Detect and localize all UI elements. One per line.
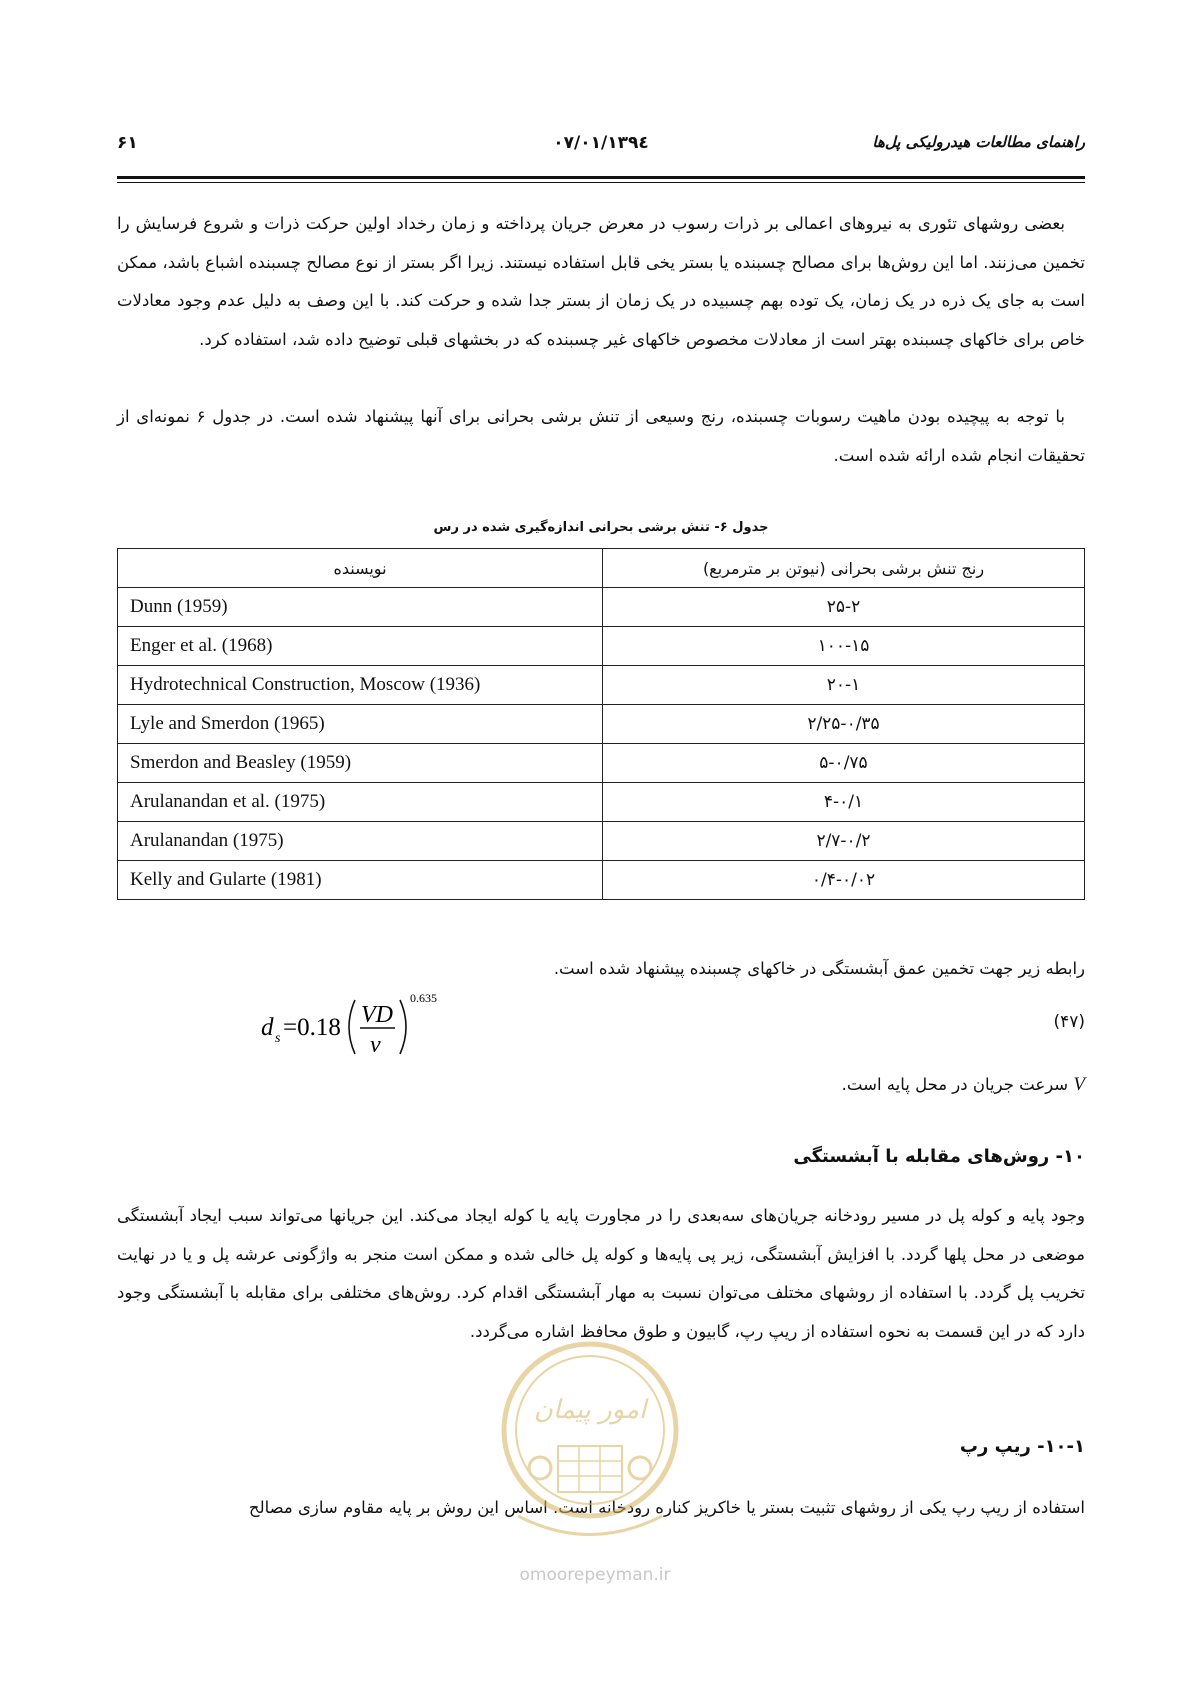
cell-range: ۰/۴-۰/۰۲ [603,861,1085,900]
formula-lhs: d [261,1014,274,1041]
column-header-range: رنج تنش برشی بحرانی (نیوتن بر مترمربع) [603,549,1085,588]
paragraph-scour-countermeasures: وجود پایه و کوله پل در مسیر رودخانه جریان‌های سه‌بعدی را در مجاورت پایه یا کوله ایجاد می‌کند. این جریانها می‌تواند سبب ایجاد آبشستگی موضعی در محل پلها گردد. با افزایش آبشستگی، زیر پی پایه‌ها و کوله پل خالی شده و ممکن است منجر به واژگونی عرشه پل و یا در نهایت تخریب پل گردد. با استفاده از روشهای مختلف می‌توان نسبت به مهار آبشستگی اقدام کرد. روش‌های مختلفی برای مقابله با آبشستگی وجود دارد که در این قسمت به نحوه استفاده از ریپ رپ، گابیون و طوق محافظ اشاره می‌گردد. [117,1206,1085,1341]
table-caption: جدول ۶- تنش برشی بحرانی اندازه‌گیری شده در رس [433,520,769,535]
table-row [118,666,1085,705]
equation-number: (۴۷) [1053,1012,1085,1032]
cell-author: Kelly and Gularte (1981) [118,861,603,900]
left-parenthesis [349,1000,355,1054]
column-header-author: نویسنده [118,549,603,588]
paragraph-riprap: استفاده از ریپ رپ یکی از روشهای تثبیت بستر یا خاکریز کناره رودخانه است. اساس این روش بر پایه مقاوم سازی مصالح [248,1498,1085,1517]
table-header-row [118,549,1085,588]
cell-author: Enger et al. (1968) [118,627,603,666]
section-heading-10-1: ۱۰-۱- ریپ رپ [959,1436,1085,1457]
table-row [118,822,1085,861]
running-header [117,133,1085,159]
table-row [118,861,1085,900]
paragraph-formula-intro: رابطه زیر جهت تخمین عمق آبشستگی در خاکهای چسبنده پیشنهاد شده است. [553,959,1085,978]
formula-denominator: ν [370,1032,381,1058]
cell-author: Dunn (1959) [118,588,603,627]
variable-v: V [1073,1074,1085,1095]
table-row [118,783,1085,822]
cell-range: ۴-۰/۱ [603,783,1085,822]
table-row [118,705,1085,744]
watermark-seal-text: امور پیمان [533,1395,647,1425]
formula-lhs-subscript: s [275,1031,281,1046]
cell-range: ۱۰۰-۱۵ [603,627,1085,666]
page-number: ۶۱ [117,133,138,153]
cell-range: ۲۰-۱ [603,666,1085,705]
table-row [118,588,1085,627]
formula-numerator: VD [361,1002,393,1028]
watermark-seal [498,1338,683,1558]
paragraph-variable-definition [117,1066,1085,1105]
section-heading-10: ۱۰- روش‌های مقابله با آبشستگی [793,1146,1085,1167]
header-rule-thick [117,176,1085,179]
header-title: راهنمای مطالعات هیدرولیکی پل‌ها [872,133,1085,151]
cell-author: Smerdon and Beasley (1959) [118,744,603,783]
header-rule-thin [117,182,1085,183]
watermark-url: omoorepeyman.ir [519,1565,671,1585]
equation-block [117,990,1085,1062]
critical-shear-table [117,548,1085,900]
formula-svg [257,990,447,1062]
formula-coefficient: =0.18 [283,1014,341,1041]
paragraph-theory-methods: بعضی روشهای تئوری به نیروهای اعمالی بر ذرات رسوب در معرض جریان پرداخته و زمان رخداد اولین حرکت ذرات و شروع فرسایش را تخمین می‌زنند. اما این روش‌ها برای مصالح چسبنده یا بستر یخی قابل استفاده نیستند. زیرا اگر بستر از نوع مصالح چسبنده اشباع باشد، ممکن است به جای یک ذره در یک زمان، یک توده بهم چسبیده در یک زمان از بستر جدا شده و حرکت کند. با این وصف به دلیل عدم وجود معادلات خاص برای خاکهای چسبنده بهتر است از معادلات مخصوص خاکهای غیر چسبنده که در بخشهای قبلی توضیح داده شد، استفاده کرد. [117,214,1085,349]
variable-v-description: سرعت جریان در محل پایه است. [841,1075,1069,1094]
header-date: ۱۳۹٤/۰۷/۰۱ [553,133,649,153]
right-parenthesis [400,1000,406,1054]
table-row [118,744,1085,783]
paragraph-critical-shear: با توجه به پیچیده بودن ماهیت رسوبات چسبنده، رنج وسیعی از تنش برشی بحرانی برای آنها پیشنهاد شده است. در جدول ۶ نمونه‌ای از تحقیقات انجام شده ارائه شده است. [117,407,1085,465]
cell-author: Hydrotechnical Construction, Moscow (1936) [118,666,603,705]
scour-depth-formula [257,990,447,1062]
cell-author: Arulanandan et al. (1975) [118,783,603,822]
cell-range: ۲۵-۲ [603,588,1085,627]
cell-author: Lyle and Smerdon (1965) [118,705,603,744]
cell-range: ۲/۲۵-۰/۳۵ [603,705,1085,744]
cell-range: ۲/۷-۰/۲ [603,822,1085,861]
table-row [118,627,1085,666]
cell-range: ۵-۰/۷۵ [603,744,1085,783]
cell-author: Arulanandan (1975) [118,822,603,861]
formula-exponent: 0.635 [410,991,437,1005]
